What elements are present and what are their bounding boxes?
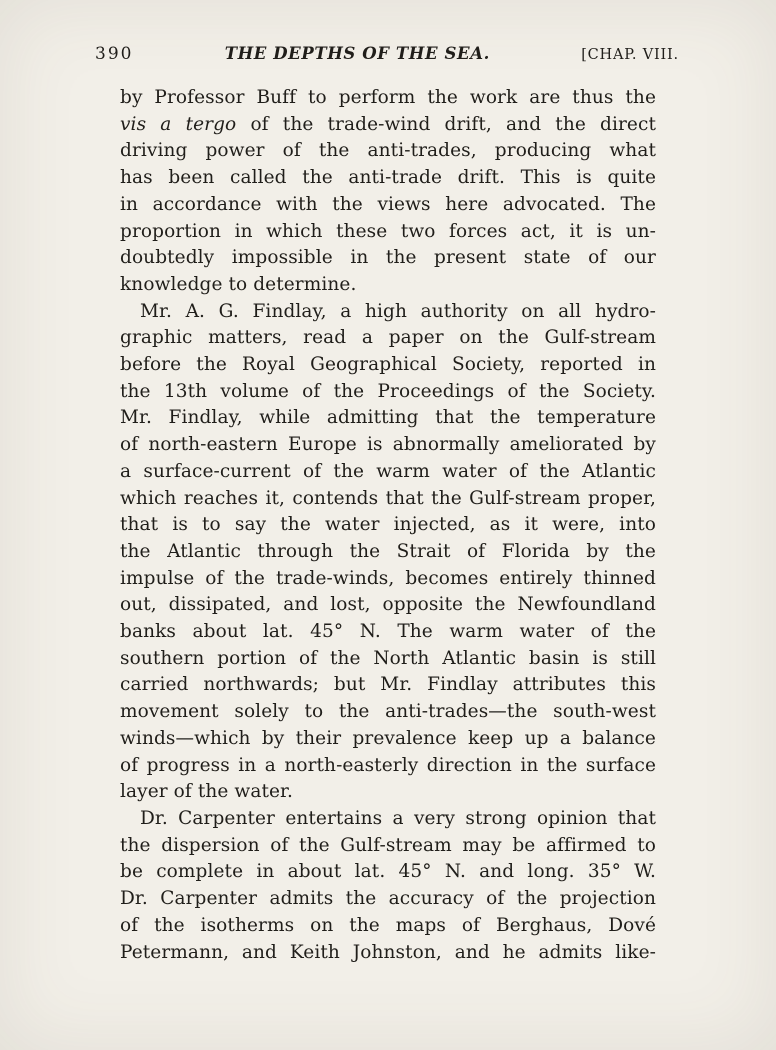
page-number: 390 — [95, 44, 134, 64]
text-line — [120, 512, 656, 539]
text-line — [120, 753, 656, 780]
text-run: doubtedly impossible in the present state of our — [120, 247, 656, 269]
text-line — [120, 726, 656, 753]
text-run: knowledge to determine. — [120, 273, 357, 295]
text-run: which reaches it, contends that the Gulf-stream proper, — [120, 487, 656, 509]
text-run: of the trade-wind drift, and the direct — [236, 113, 656, 135]
text-line — [120, 192, 656, 219]
text-run: banks about lat. 45° N. The warm water of the — [120, 621, 656, 643]
text-run: the 13th volume of the Proceedings of the Society. — [120, 380, 656, 402]
text-line — [120, 940, 656, 967]
paragraph — [120, 806, 656, 966]
text-run: before the Royal Geographical Society, reported in — [120, 354, 656, 376]
text-line — [120, 165, 656, 192]
text-line — [120, 85, 656, 112]
text-run: graphic matters, read a paper on the Gulf-stream — [120, 327, 656, 349]
text-run: be complete in about lat. 45° N. and long. 35° W. — [120, 861, 656, 883]
text-line — [120, 913, 656, 940]
text-run: carried northwards; but Mr. Findlay attributes this — [120, 674, 656, 696]
text-line — [120, 405, 656, 432]
text-line — [120, 245, 656, 272]
italic-text: vis a tergo — [120, 113, 237, 135]
text-line — [120, 272, 656, 299]
running-title: THE DEPTHS OF THE SEA. — [224, 44, 490, 63]
text-line — [120, 672, 656, 699]
text-line — [120, 112, 656, 139]
text-run: winds—which by their prevalence keep up a balance — [120, 727, 656, 749]
text-run: southern portion of the North Atlantic basin is still — [120, 647, 656, 669]
text-run: driving power of the anti-trades, producing what — [120, 140, 656, 162]
text-run: impulse of the trade-winds, becomes entirely thinned — [120, 567, 656, 589]
text-run: proportion in which these two forces act, it is un- — [120, 220, 656, 242]
text-run: a surface-current of the warm water of the Atlantic — [120, 460, 656, 482]
text-run: the dispersion of the Gulf-stream may be affirmed to — [120, 834, 656, 856]
text-line — [120, 859, 656, 886]
text-run: Mr. Findlay, while admitting that the temperature — [120, 407, 656, 429]
text-run: of the isotherms on the maps of Berghaus, Dové — [120, 914, 656, 936]
text-line — [120, 619, 656, 646]
text-run: movement solely to the anti-trades—the south-west — [120, 701, 656, 723]
page-header — [95, 44, 679, 64]
text-line — [120, 432, 656, 459]
text-run: in accordance with the views here advocated. The — [120, 193, 656, 215]
text-run: Petermann, and Keith Johnston, and he admits like- — [120, 941, 656, 963]
page-body — [120, 85, 656, 966]
text-line — [120, 539, 656, 566]
text-run: Dr. Carpenter admits the accuracy of the projection — [120, 888, 656, 910]
text-line — [120, 486, 656, 513]
text-run: layer of the water. — [120, 781, 293, 803]
text-run: that is to say the water injected, as it were, into — [120, 514, 656, 536]
text-line — [120, 459, 656, 486]
text-run: of progress in a north-easterly direction in the surface — [120, 754, 656, 776]
text-run: by Professor Buff to perform the work are thus the — [120, 87, 656, 108]
text-line — [120, 806, 656, 833]
text-run: has been called the anti-trade drift. This is quite — [120, 167, 656, 189]
text-line — [120, 219, 656, 246]
text-run: the Atlantic through the Strait of Florida by the — [120, 540, 656, 562]
text-line — [120, 566, 656, 593]
text-line — [120, 379, 656, 406]
text-line — [120, 299, 656, 326]
text-run: Mr. A. G. Findlay, a high authority on all hydro- — [140, 300, 656, 322]
text-line — [120, 646, 656, 673]
text-line — [120, 138, 656, 165]
text-line — [120, 699, 656, 726]
paragraph — [120, 299, 656, 806]
text-run: out, dissipated, and lost, opposite the Newfoundland — [120, 594, 656, 616]
text-line — [120, 352, 656, 379]
text-run: Dr. Carpenter entertains a very strong opinion that — [140, 807, 656, 829]
chapter-label: [CHAP. VIII. — [581, 47, 679, 63]
text-line — [120, 779, 656, 806]
text-run: of north-eastern Europe is abnormally ameliorated by — [120, 434, 656, 456]
text-line — [120, 833, 656, 860]
text-line — [120, 592, 656, 619]
text-line — [120, 886, 656, 913]
paragraph — [120, 85, 656, 299]
text-line — [120, 325, 656, 352]
